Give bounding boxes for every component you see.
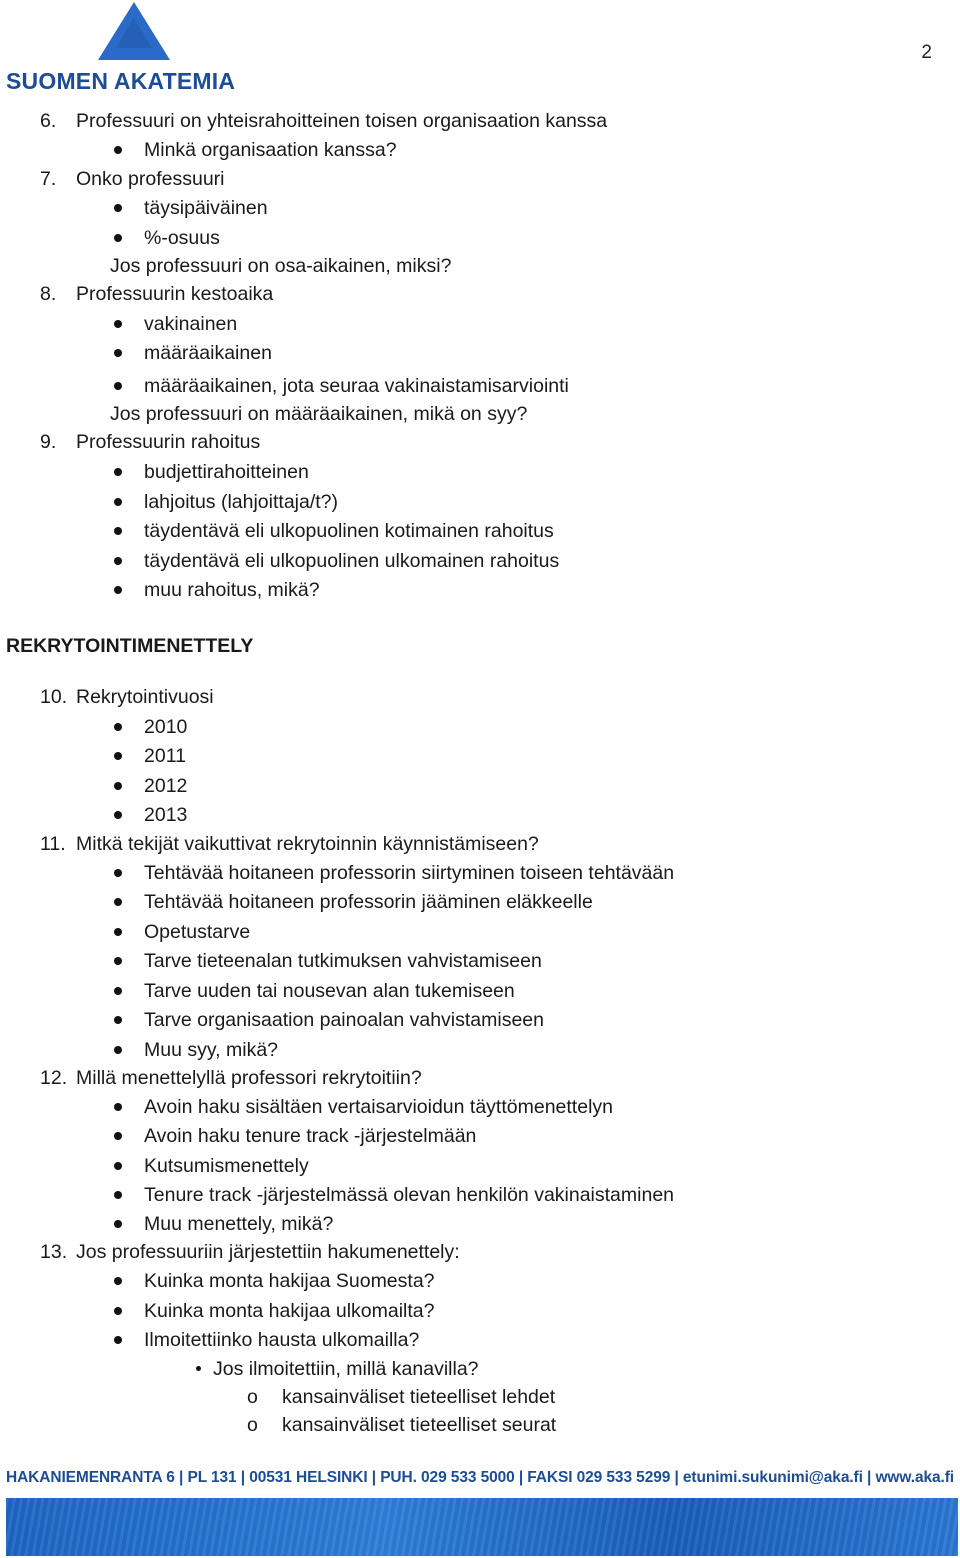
bullet-icon — [114, 1220, 122, 1228]
logo-triangle-icon — [94, 2, 174, 62]
question-number: 7. — [40, 168, 57, 190]
question-text: Jos professuuriin järjestettiin hakumenettely: — [76, 1241, 460, 1263]
sub-sub-item-text: kansainväliset tieteelliset seurat — [282, 1414, 557, 1436]
bullet-icon — [114, 811, 122, 819]
list-item: 2013 — [144, 804, 188, 826]
question-number: 8. — [40, 283, 57, 305]
bullet-icon — [114, 928, 122, 936]
list-item: Opetustarve — [144, 921, 251, 943]
sub-sub-item-text: kansainväliset tieteelliset lehdet — [282, 1386, 556, 1408]
bullet-icon — [114, 586, 122, 594]
list-item: Tarve uuden tai nousevan alan tukemiseen — [144, 980, 515, 1002]
list-item: budjettirahoitteinen — [144, 461, 309, 483]
bullet-icon — [114, 1046, 122, 1054]
list-item: Tarve tieteenalan tutkimuksen vahvistamiseen — [144, 950, 542, 972]
list-item: Kuinka monta hakijaa ulkomailta? — [144, 1300, 435, 1322]
bullet-icon — [114, 1162, 122, 1170]
circle-bullet-icon: o — [247, 1414, 258, 1436]
list-item: Tehtävää hoitaneen professorin jääminen eläkkeelle — [144, 891, 593, 913]
bullet-icon — [114, 898, 122, 906]
list-item: Ilmoitettiinko hausta ulkomailla? — [144, 1329, 420, 1351]
list-item: 2012 — [144, 775, 188, 797]
footer-contact: HAKANIEMENRANTA 6 | PL 131 | 00531 HELSINKI | PUH. 029 533 5000 | FAKSI 029 533 5299 | etunimi.sukunimi@aka.fi | www.aka.fi — [6, 1469, 955, 1486]
bullet-icon — [114, 782, 122, 790]
bullet-icon — [114, 498, 122, 506]
bullet-icon — [114, 987, 122, 995]
question-text: Millä menettelyllä professori rekrytoitiin? — [76, 1067, 422, 1089]
question-number: 11. — [40, 833, 66, 855]
list-item: Muu menettely, mikä? — [144, 1213, 334, 1235]
question-text: Mitkä tekijät vaikuttivat rekrytoinnin käynnistämiseen? — [76, 833, 539, 855]
question-number: 9. — [40, 431, 57, 453]
list-item: Kutsumismenettely — [144, 1155, 309, 1177]
question-text: Rekrytointivuosi — [76, 686, 214, 708]
list-item: Tehtävää hoitaneen professorin siirtyminen toiseen tehtävään — [144, 862, 675, 884]
list-item: täydentävä eli ulkopuolinen ulkomainen rahoitus — [144, 550, 560, 572]
question-text: Professuurin kestoaika — [76, 283, 274, 305]
list-item: määräaikainen — [144, 342, 272, 364]
list-item: lahjoitus (lahjoittaja/t?) — [144, 491, 339, 513]
bullet-icon — [114, 723, 122, 731]
bullet-icon — [114, 204, 122, 212]
bullet-icon — [114, 957, 122, 965]
question-text: Onko professuuri — [76, 168, 225, 190]
bullet-icon — [114, 1191, 122, 1199]
bullet-icon — [114, 468, 122, 476]
list-item: täysipäiväinen — [144, 197, 268, 219]
logo-text: SUOMEN AKATEMIA — [6, 68, 236, 94]
list-item: Tenure track -järjestelmässä olevan henkilön vakinaistaminen — [144, 1184, 675, 1206]
question-number: 10. — [40, 686, 68, 708]
question-number: 12. — [40, 1067, 68, 1089]
bullet-icon — [114, 1307, 122, 1315]
bullet-icon — [114, 1132, 122, 1140]
list-item: Minkä organisaation kanssa? — [144, 139, 397, 161]
circle-bullet-icon: o — [247, 1386, 258, 1408]
question-text: Professuurin rahoitus — [76, 431, 261, 453]
list-item: täydentävä eli ulkopuolinen kotimainen rahoitus — [144, 520, 554, 542]
suomen-akatemia-logo — [6, 2, 256, 94]
bullet-icon — [114, 557, 122, 565]
bullet-icon — [114, 320, 122, 328]
bullet-icon — [114, 349, 122, 357]
list-item: 2011 — [144, 745, 186, 767]
question-number: 13. — [40, 1241, 68, 1263]
question-number: 6. — [40, 110, 57, 132]
list-item: Tarve organisaation painoalan vahvistamiseen — [144, 1009, 544, 1031]
bullet-icon — [114, 1016, 122, 1024]
bullet-icon — [114, 382, 122, 390]
list-item: Avoin haku sisältäen vertaisarvioidun täyttömenettelyn — [144, 1096, 613, 1118]
bullet-icon — [114, 1336, 122, 1344]
bullet-icon — [114, 1277, 122, 1285]
bullet-icon — [114, 1103, 122, 1111]
list-item: 2010 — [144, 716, 188, 738]
small-bullet-icon — [196, 1366, 201, 1371]
section-heading: REKRYTOINTIMENETTELY — [6, 635, 254, 657]
list-item: Muu syy, mikä? — [144, 1039, 279, 1061]
bullet-icon — [114, 146, 122, 154]
question-text: Professuuri on yhteisrahoitteinen toisen organisaation kanssa — [76, 110, 608, 132]
question-note: Jos professuuri on osa-aikainen, miksi? — [110, 255, 452, 277]
bullet-icon — [114, 234, 122, 242]
question-note: Jos professuuri on määräaikainen, mikä on syy? — [110, 403, 528, 425]
list-item: muu rahoitus, mikä? — [144, 579, 320, 601]
sub-list-item: Jos ilmoitettiin, millä kanavilla? — [213, 1358, 479, 1380]
list-item: määräaikainen, jota seuraa vakinaistamisarviointi — [144, 375, 569, 397]
footer-band — [6, 1498, 958, 1556]
list-item: Avoin haku tenure track -järjestelmään — [144, 1125, 477, 1147]
page-number: 2 — [921, 42, 932, 63]
list-item: Kuinka monta hakijaa Suomesta? — [144, 1270, 435, 1292]
list-item: vakinainen — [144, 313, 238, 335]
bullet-icon — [114, 527, 122, 535]
list-item: %-osuus — [144, 227, 220, 249]
bullet-icon — [114, 752, 122, 760]
bullet-icon — [114, 869, 122, 877]
